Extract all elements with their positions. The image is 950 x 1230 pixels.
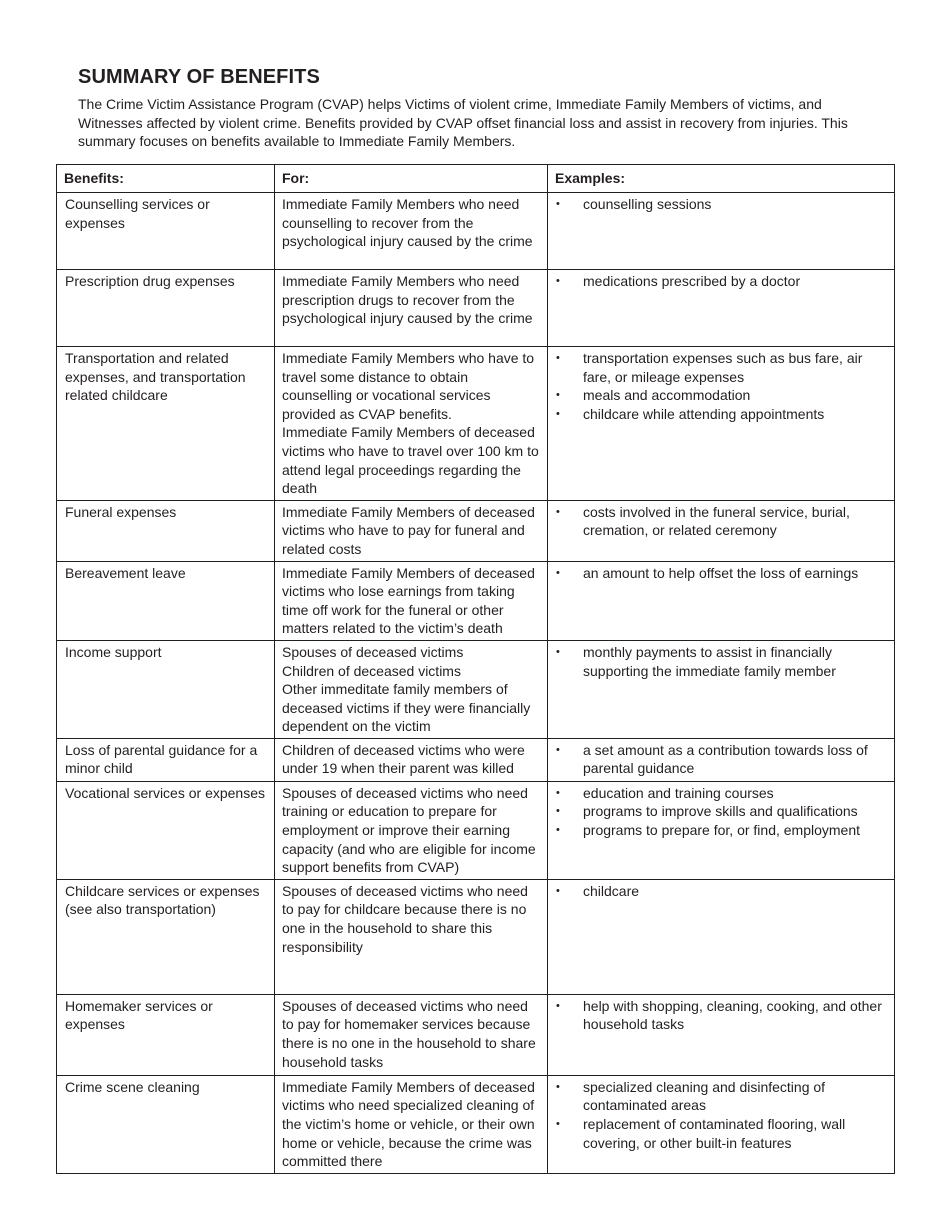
examples-cell — [548, 738, 895, 781]
examples-list — [555, 503, 888, 540]
for-line: Immediate Family Members who need counselling to recover from the psychological injury caused by the crime — [282, 196, 533, 250]
header-examples: Examples: — [548, 165, 895, 193]
examples-cell — [548, 994, 895, 1075]
example-item: • education and training courses — [555, 784, 888, 803]
table-row — [57, 500, 895, 561]
examples-cell — [548, 193, 895, 270]
examples-cell — [548, 270, 895, 347]
example-item: • programs to prepare for, or find, employment — [555, 821, 888, 840]
header-benefits: Benefits: — [57, 165, 275, 193]
examples-list — [555, 1078, 888, 1152]
page-title: SUMMARY OF BENEFITS — [78, 66, 320, 88]
for-cell — [275, 1075, 548, 1173]
benefit-cell: Counselling services or expenses — [57, 193, 275, 270]
for-cell — [275, 347, 548, 501]
example-item: • meals and accommodation — [555, 386, 888, 405]
benefit-cell: Loss of parental guidance for a minor child — [57, 738, 275, 781]
table-row — [57, 994, 895, 1075]
examples-cell — [548, 879, 895, 994]
benefit-cell: Vocational services or expenses — [57, 781, 275, 879]
benefit-cell: Prescription drug expenses — [57, 270, 275, 347]
example-item: • a set amount as a contribution towards loss of parental guidance — [555, 741, 888, 778]
examples-list — [555, 997, 888, 1034]
table-row — [57, 781, 895, 879]
examples-cell — [548, 640, 895, 738]
benefit-cell: Transportation and related expenses, and transportation related childcare — [57, 347, 275, 501]
for-line: Immediate Family Members of deceased victims who need specialized cleaning of the victim’s home or vehicle, or their own home or vehicle, because the crime was committed there — [282, 1078, 535, 1170]
examples-list — [555, 741, 888, 778]
table-row — [57, 879, 895, 994]
example-item: • programs to improve skills and qualifications — [555, 802, 888, 821]
examples-cell — [548, 781, 895, 879]
for-cell — [275, 193, 548, 270]
table-row — [57, 347, 895, 501]
for-line: Spouses of deceased victims — [282, 643, 464, 660]
example-item: • an amount to help offset the loss of earnings — [555, 564, 888, 583]
examples-list — [555, 784, 888, 840]
table-row — [57, 270, 895, 347]
examples-list — [555, 349, 888, 423]
for-line: Immediate Family Members of deceased victims who have to pay for funeral and related costs — [282, 503, 535, 557]
examples-cell — [548, 347, 895, 501]
for-cell — [275, 738, 548, 781]
intro-paragraph: The Crime Victim Assistance Program (CVAP) helps Victims of violent crime, Immediate Family Members of victims, and Witnesses affected by violent crime. Benefits provided by CVAP offset financial loss and assist in recovery from injuries. This summary focuses on benefits available to Immediate Family Members. — [78, 96, 848, 150]
for-cell — [275, 879, 548, 994]
for-line: Spouses of deceased victims who need to pay for homemaker services because there is no one in the household to share household tasks — [282, 997, 536, 1070]
examples-cell — [548, 500, 895, 561]
for-line: Spouses of deceased victims who need training or education to prepare for employment or improve their earning capacity (and who are eligible for income support benefits from CVAP) — [282, 784, 536, 876]
examples-list — [555, 882, 888, 901]
benefit-cell: Income support — [57, 640, 275, 738]
examples-list — [555, 272, 888, 291]
for-line: Immediate Family Members who have to travel some distance to obtain counselling or vocational services provided as CVAP benefits. — [282, 350, 535, 422]
example-item: • childcare — [555, 882, 888, 901]
benefit-cell: Bereavement leave — [57, 561, 275, 640]
table-body — [57, 193, 895, 1174]
example-item: • counselling sessions — [555, 195, 888, 214]
for-line: Spouses of deceased victims who need to pay for childcare because there is no one in the household to share this responsibility — [282, 882, 528, 955]
benefit-cell: Crime scene cleaning — [57, 1075, 275, 1173]
table-row — [57, 640, 895, 738]
for-line: Children of deceased victims — [282, 662, 461, 679]
example-item: • costs involved in the funeral service, burial, cremation, or related ceremony — [555, 503, 888, 540]
benefits-table — [56, 164, 895, 1174]
for-cell — [275, 640, 548, 738]
example-item: • transportation expenses such as bus fare, air fare, or mileage expenses — [555, 349, 888, 386]
for-line: Immediate Family Members of deceased victims who have to travel over 100 km to attend legal proceedings regarding the death — [282, 424, 539, 497]
benefit-cell: Funeral expenses — [57, 500, 275, 561]
examples-list — [555, 195, 888, 214]
for-line: Immediate Family Members of deceased victims who lose earnings from taking time off work for the funeral or other matters related to the victim’s death — [282, 564, 535, 637]
table-row — [57, 193, 895, 270]
benefit-cell: Homemaker services or expenses — [57, 994, 275, 1075]
example-item: • help with shopping, cleaning, cooking, and other household tasks — [555, 997, 888, 1034]
examples-cell — [548, 561, 895, 640]
for-line: Children of deceased victims who were under 19 when their parent was killed — [282, 741, 525, 777]
for-cell — [275, 561, 548, 640]
example-item: • specialized cleaning and disinfecting of contaminated areas — [555, 1078, 888, 1115]
example-item: • childcare while attending appointments — [555, 405, 888, 424]
example-item: • medications prescribed by a doctor — [555, 272, 888, 291]
header-row — [57, 165, 895, 193]
examples-list — [555, 564, 888, 583]
for-cell — [275, 994, 548, 1075]
for-line: Immediate Family Members who need prescription drugs to recover from the psychological injury caused by the crime — [282, 273, 533, 327]
for-cell — [275, 781, 548, 879]
table-row — [57, 561, 895, 640]
for-line: Other immeditate family members of deceased victims if they were financially dependent on the victim — [282, 681, 531, 735]
table-row — [57, 1075, 895, 1173]
examples-cell — [548, 1075, 895, 1173]
header-for: For: — [275, 165, 548, 193]
example-item: • replacement of contaminated flooring, wall covering, or other built-in features — [555, 1115, 888, 1152]
benefit-cell: Childcare services or expenses (see also transportation) — [57, 879, 275, 994]
for-cell — [275, 270, 548, 347]
for-cell — [275, 500, 548, 561]
examples-list — [555, 643, 888, 680]
example-item: • monthly payments to assist in financially supporting the immediate family member — [555, 643, 888, 680]
table-row — [57, 738, 895, 781]
